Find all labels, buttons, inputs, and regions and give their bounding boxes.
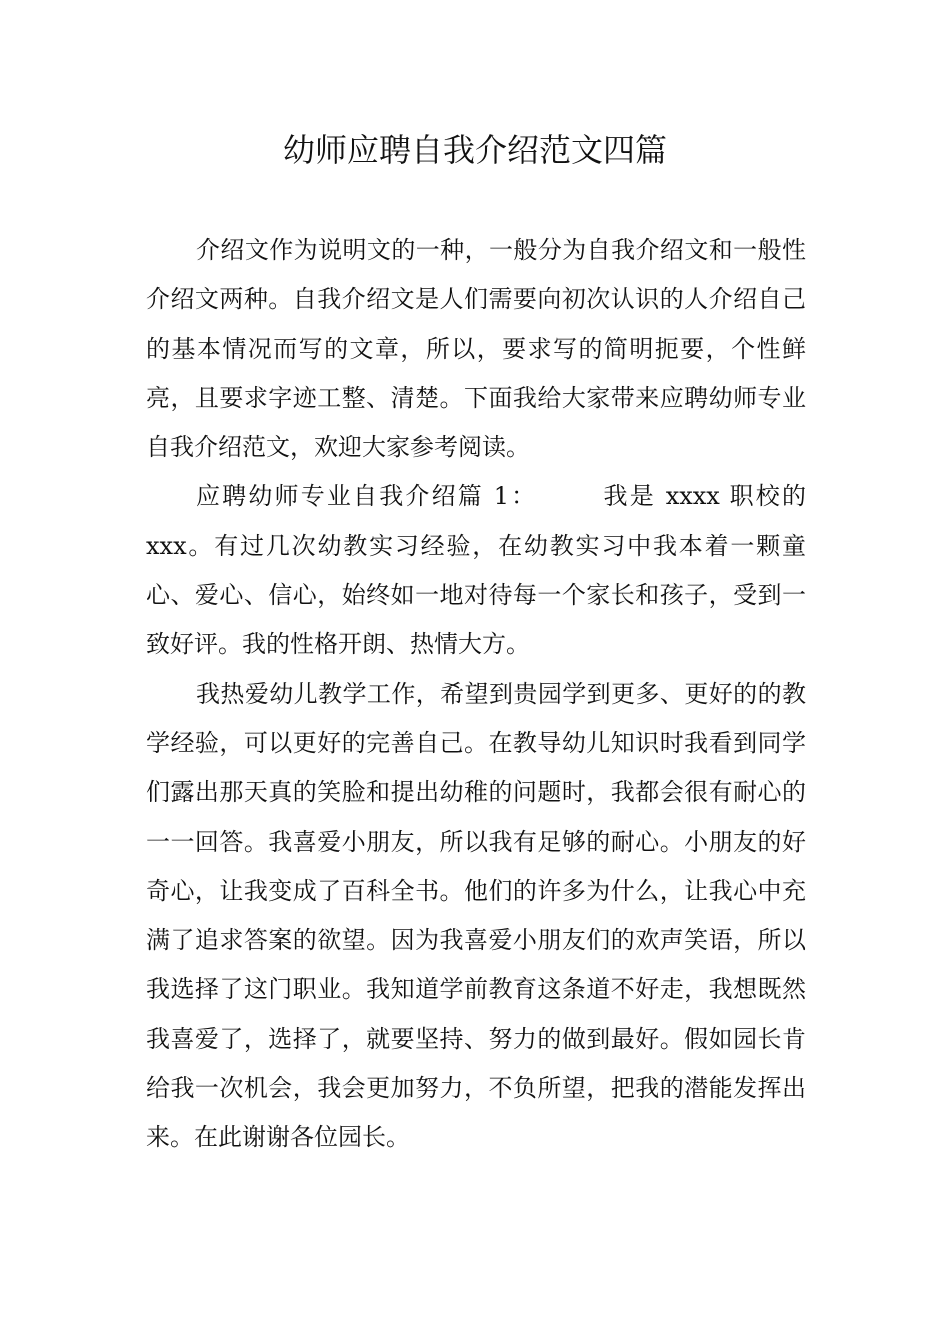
intro-paragraph: 介绍文作为说明文的一种，一般分为自我介绍文和一般性介绍文两种。自我介绍文是人们需要向初次认识的人介绍自己的基本情况而写的文章，所以，要求写的简明扼要，个性鲜亮，且要求字迹工整、清楚。下面我给大家带来应聘幼师专业自我介绍范文，欢迎大家参考阅读。 <box>146 236 806 462</box>
section-1-intro-text: 我是 xxxx 职校的 xxx。有过几次幼教实习经验，在幼教实习中我本着一颗童心、爱心、信心，始终如一地对待每一个家长和孩子，受到一致好评。我的性格开朗、热情大方。 <box>146 482 806 659</box>
section-1-second-paragraph: 我热爱幼儿教学工作，希望到贵园学到更多、更好的的教学经验，可以更好的完善自己。在教导幼儿知识时我看到同学们露出那天真的笑脸和提出幼稚的问题时，我都会很有耐心的一一回答。我喜爱小朋友，所以我有足够的耐心。小朋友的好奇心，让我变成了百科全书。他们的许多为什么，让我心中充满了追求答案的欲望。因为我喜爱小朋友们的欢声笑语，所以我选择了这门职业。我知道学前教育这条道不好走，我想既然我喜爱了，选择了，就要坚持、努力的做到最好。假如园长肯给我一次机会，我会更加努力，不负所望，把我的潜能发挥出来。在此谢谢各位园长。 <box>146 679 806 1152</box>
section-1-heading: 应聘幼师专业自我介绍篇 1： <box>196 482 538 511</box>
section-1-first-paragraph <box>146 472 806 669</box>
document-body <box>146 226 806 1163</box>
document-title: 幼师应聘自我介绍范文四篇 <box>282 131 667 169</box>
